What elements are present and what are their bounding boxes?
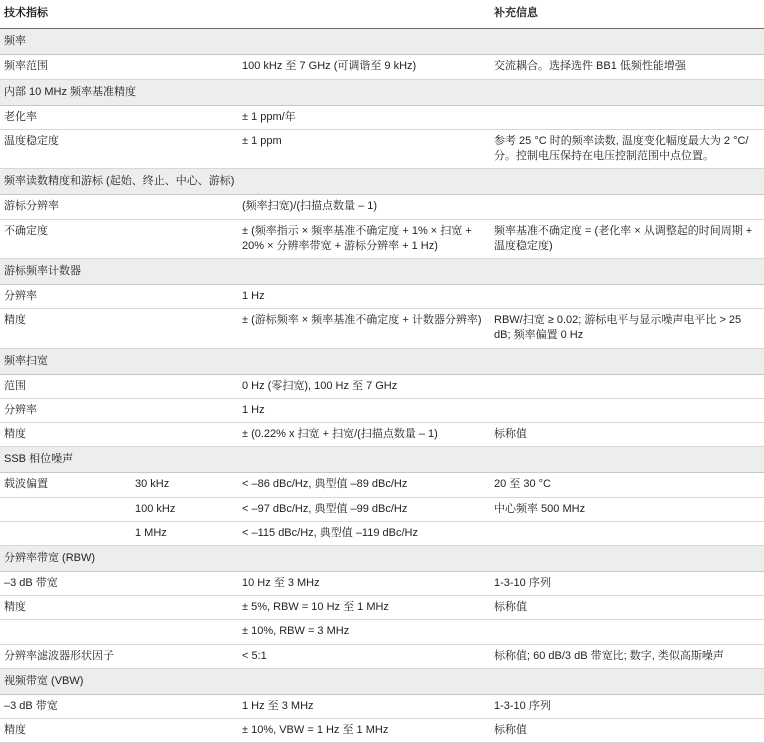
section-row — [0, 545, 764, 571]
row-label: 老化率 — [0, 105, 131, 129]
row-specification: ± (游标频率 × 频率基准不确定度 + 计数器分辨率) — [238, 309, 490, 348]
row-supplemental-info — [490, 398, 764, 422]
row-supplemental-info: 参考 25 °C 时的频率读数, 温度变化幅度最大为 2 °C/分。控制电压保持在电压控制范围中点位置。 — [490, 129, 764, 168]
row-sublabel — [131, 374, 238, 398]
table-row — [0, 105, 764, 129]
row-specification: ± 1 ppm — [238, 129, 490, 168]
row-label: –3 dB 带宽 — [0, 694, 131, 718]
row-supplemental-info — [490, 374, 764, 398]
row-specification: ± (0.22% x 扫宽 + 扫宽/(扫描点数量 – 1) — [238, 423, 490, 447]
row-specification: ± 1 ppm/年 — [238, 105, 490, 129]
row-supplemental-info: 1-3-10 序列 — [490, 694, 764, 718]
row-specification: < –97 dBc/Hz, 典型值 –99 dBc/Hz — [238, 497, 490, 521]
row-label: –3 dB 带宽 — [0, 572, 131, 596]
row-supplemental-info: 标称值 — [490, 423, 764, 447]
row-sublabel — [131, 596, 238, 620]
row-specification: (频率扫宽)/(扫描点数量 – 1) — [238, 195, 490, 219]
section-row — [0, 668, 764, 694]
row-sublabel — [131, 620, 238, 644]
row-label: 游标分辨率 — [0, 195, 131, 219]
row-sublabel — [131, 309, 238, 348]
header-cell-supplemental: 补充信息 — [490, 0, 764, 29]
row-supplemental-info — [490, 285, 764, 309]
table-row — [0, 285, 764, 309]
row-specification: < –115 dBc/Hz, 典型值 –119 dBc/Hz — [238, 521, 490, 545]
row-label: 精度 — [0, 596, 131, 620]
row-specification: ± (频率指示 × 频率基准不确定度 + 1% × 扫宽 + 20% × 分辨率带宽 + 游标分辨率 + 1 Hz) — [238, 219, 490, 258]
row-label: 分辨率 — [0, 398, 131, 422]
row-specification: 1 Hz — [238, 285, 490, 309]
row-sublabel — [131, 285, 238, 309]
section-row — [0, 169, 764, 195]
table-row — [0, 374, 764, 398]
row-supplemental-info — [490, 620, 764, 644]
section-label: 频率读数精度和游标 (起始、终止、中心、游标) — [0, 169, 764, 195]
row-sublabel — [131, 423, 238, 447]
row-supplemental-info — [490, 105, 764, 129]
table-row — [0, 195, 764, 219]
row-sublabel — [131, 55, 238, 79]
row-sublabel — [131, 105, 238, 129]
row-supplemental-info: 标称值 — [490, 719, 764, 743]
table-row — [0, 55, 764, 79]
table-row — [0, 694, 764, 718]
row-specification: 100 kHz 至 7 GHz (可调谐至 9 kHz) — [238, 55, 490, 79]
table-row — [0, 473, 764, 497]
row-label: 温度稳定度 — [0, 129, 131, 168]
row-specification: ± 10%, RBW = 3 MHz — [238, 620, 490, 644]
row-label — [0, 521, 131, 545]
row-specification: ± 5%, RBW = 10 Hz 至 1 MHz — [238, 596, 490, 620]
table-row — [0, 620, 764, 644]
section-row — [0, 79, 764, 105]
row-label: 不确定度 — [0, 219, 131, 258]
table-row — [0, 719, 764, 743]
row-supplemental-info: 20 至 30 °C — [490, 473, 764, 497]
table-row — [0, 398, 764, 422]
row-sublabel: 1 MHz — [131, 521, 238, 545]
section-label: SSB 相位噪声 — [0, 447, 764, 473]
row-specification: ± 10%, VBW = 1 Hz 至 1 MHz — [238, 719, 490, 743]
table-row — [0, 423, 764, 447]
row-supplemental-info: 交流耦合。选择选件 BB1 低频性能增强 — [490, 55, 764, 79]
row-label: 载波偏置 — [0, 473, 131, 497]
row-supplemental-info — [490, 195, 764, 219]
row-sublabel — [131, 694, 238, 718]
section-row — [0, 29, 764, 55]
row-sublabel — [131, 644, 238, 668]
row-supplemental-info: 频率基准不确定度 = (老化率 × 从调整起的时间周期 + 温度稳定度) — [490, 219, 764, 258]
row-specification: 0 Hz (零扫宽), 100 Hz 至 7 GHz — [238, 374, 490, 398]
row-supplemental-info: 1-3-10 序列 — [490, 572, 764, 596]
table-row — [0, 497, 764, 521]
section-label: 频率扫宽 — [0, 348, 764, 374]
row-label: 频率范围 — [0, 55, 131, 79]
row-specification: 1 Hz — [238, 398, 490, 422]
row-supplemental-info: 标称值 — [490, 596, 764, 620]
table-row — [0, 309, 764, 348]
section-row — [0, 447, 764, 473]
row-sublabel — [131, 219, 238, 258]
section-label: 分辨率带宽 (RBW) — [0, 545, 764, 571]
row-sublabel — [131, 195, 238, 219]
row-sublabel — [131, 572, 238, 596]
header-cell-specifications: 技术指标 — [0, 0, 490, 29]
table-row — [0, 129, 764, 168]
row-supplemental-info: 中心频率 500 MHz — [490, 497, 764, 521]
table-header-row — [0, 0, 764, 29]
table-row — [0, 521, 764, 545]
section-label: 游标频率计数器 — [0, 258, 764, 284]
section-row — [0, 348, 764, 374]
table-row — [0, 219, 764, 258]
row-label: 精度 — [0, 423, 131, 447]
row-sublabel: 30 kHz — [131, 473, 238, 497]
row-label — [0, 497, 131, 521]
table-row — [0, 644, 764, 668]
table-row — [0, 572, 764, 596]
row-label: 范围 — [0, 374, 131, 398]
row-supplemental-info: 标称值; 60 dB/3 dB 带宽比; 数字, 类似高斯噪声 — [490, 644, 764, 668]
row-specification: < –86 dBc/Hz, 典型值 –89 dBc/Hz — [238, 473, 490, 497]
row-supplemental-info: RBW/扫宽 ≥ 0.02; 游标电平与显示噪声电平比 > 25 dB; 频率偏置 0 Hz — [490, 309, 764, 348]
section-label: 频率 — [0, 29, 764, 55]
section-label: 视频带宽 (VBW) — [0, 668, 764, 694]
row-label: 精度 — [0, 309, 131, 348]
row-specification: 1 Hz 至 3 MHz — [238, 694, 490, 718]
table-row — [0, 596, 764, 620]
row-label: 精度 — [0, 719, 131, 743]
row-sublabel — [131, 129, 238, 168]
section-row — [0, 258, 764, 284]
row-sublabel — [131, 719, 238, 743]
row-sublabel: 100 kHz — [131, 497, 238, 521]
row-specification: < 5:1 — [238, 644, 490, 668]
row-label: 分辨率 — [0, 285, 131, 309]
row-specification: 10 Hz 至 3 MHz — [238, 572, 490, 596]
row-label — [0, 620, 131, 644]
row-label: 分辨率滤波器形状因子 — [0, 644, 131, 668]
row-sublabel — [131, 398, 238, 422]
section-label: 内部 10 MHz 频率基准精度 — [0, 79, 764, 105]
row-supplemental-info — [490, 521, 764, 545]
